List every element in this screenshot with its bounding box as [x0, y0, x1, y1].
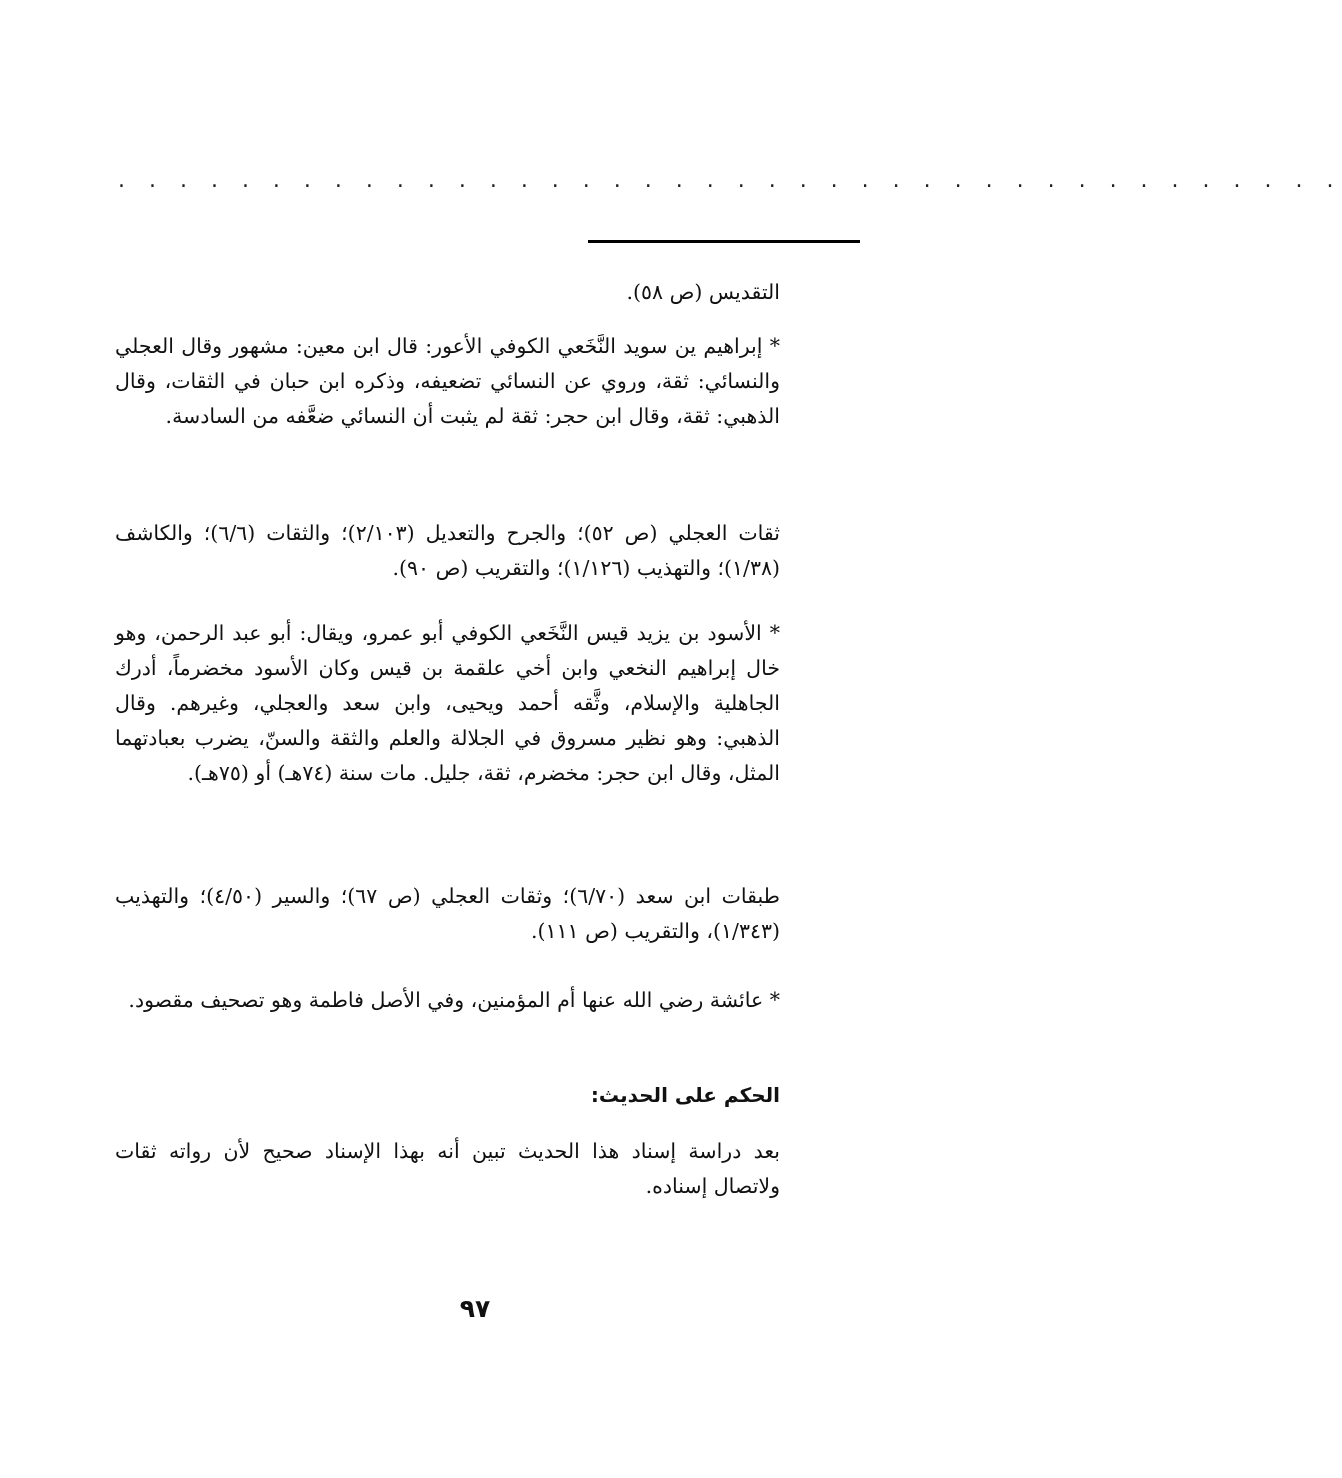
paragraph-aisha-note: * عائشة رضي الله عنها أم المؤمنين، وفي الأصل فاطمة وهو تصحيف مقصود. [128, 988, 780, 1012]
paragraph-aswad-bio: * الأسود بن يزيد قيس النَّخَعي الكوفي أبو عمرو، ويقال: أبو عبد الرحمن، وهو خال إبراهيم النخعي وابن أخي علقمة بن قيس وكان الأسود مخضرماً، أدرك الجاهلية والإسلام، وثَّقه أحمد ويحيى، وابن سعد والعجلي، وغيرهم. وقال الذهبي: وهو نظير مسروق في الجلالة والعلم والثقة والسنّ، يضرب بعبادتهما المثل، وقال ابن حجر: مخضرم، ثقة، جليل. مات سنة (٧٤هـ) أو (٧٥هـ). [115, 621, 780, 785]
paragraph-ibrahim-refs: ثقات العجلي (ص ٥٢)؛ والجرح والتعديل (٢/١٠٣)؛ والثقات (٦/٦)؛ والكاشف (١/٣٨)؛ والتهذيب (١/١٢٦)؛ والتقريب (ص ٩٠). [115, 521, 780, 580]
paragraph-source-ref: التقديس (ص ٥٨). [626, 280, 780, 304]
page-number: ٩٧ [459, 1294, 491, 1323]
paragraph-ibrahim-bio: * إبراهيم ين سويد النَّخَعي الكوفي الأعور: قال ابن معين: مشهور وقال العجلي والنسائي: ثقة، وروي عن النسائي تضعيفه، وذكره ابن حبان في الثقات، وقال الذهبي: ثقة، وقال ابن حجر: ثقة لم يثبت أن النسائي ضعَّفه من السادسة. [115, 334, 780, 428]
footnote-rule [588, 240, 860, 243]
paragraph-conclusion: بعد دراسة إسناد هذا الحديث تبين أنه بهذا الإسناد صحيح لأن رواته ثقات ولاتصال إسناده. [115, 1139, 780, 1198]
section-heading: الحكم على الحديث: [590, 1083, 780, 1107]
paragraph-aswad-refs: طبقات ابن سعد (٦/٧٠)؛ وثقات العجلي (ص ٦٧)؛ والسير (٤/٥٠)؛ والتهذيب (١/٣٤٣)، والتقريب (ص ١١١). [115, 884, 780, 943]
footnote-separator-dots: . . . . . . . . . . . . . . . . . . . . . . . . . . . . . . . . . . . . . . . . [118, 168, 1342, 193]
